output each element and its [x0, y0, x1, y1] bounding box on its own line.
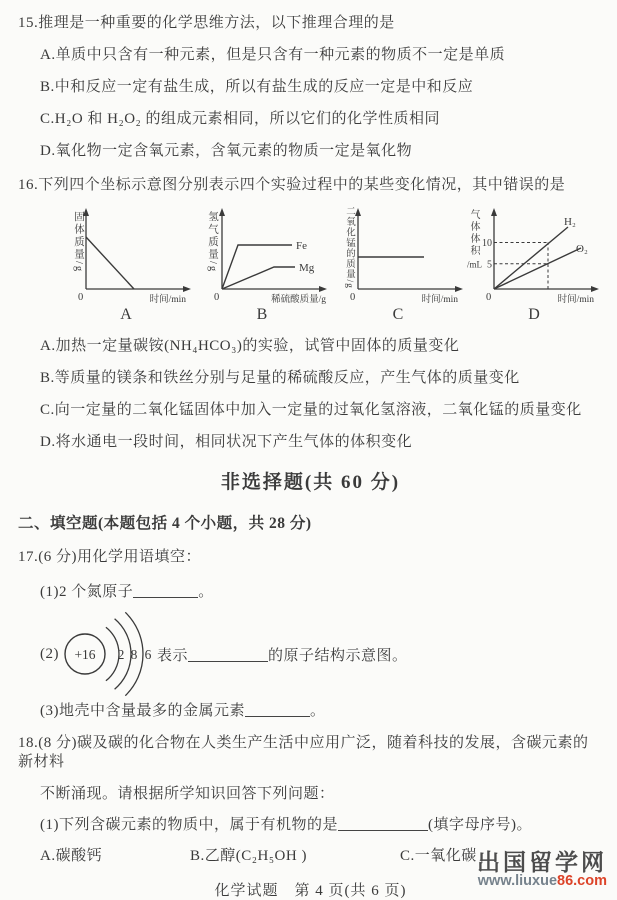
q18-part1-blank: [338, 816, 428, 831]
origin-label: 0: [486, 292, 492, 303]
tick-5: 5: [487, 259, 492, 271]
x-axis-arrow: [455, 286, 463, 292]
shell-1-count: 2: [117, 647, 125, 662]
watermark: [477, 850, 607, 889]
atom-structure-diagram: [59, 608, 157, 700]
q18-part1-suffix: (填字母序号)。: [428, 817, 532, 833]
q17-part1: [40, 583, 603, 602]
q17-part2-suffix: 的原子结构示意图。: [268, 647, 408, 664]
question-15: [18, 14, 603, 161]
q18-option-b: B.乙醇(C₂H₅OH ): [190, 848, 307, 864]
question-16: [18, 176, 603, 452]
h2-line: [494, 227, 568, 289]
tick-10: 10: [482, 238, 492, 249]
shell-3-count: 6: [144, 647, 152, 662]
origin-label: 0: [78, 292, 84, 303]
graph-d-xlabel: 时间/min: [557, 295, 594, 305]
q17-part3-period: 。: [310, 703, 326, 719]
question-18: [18, 734, 603, 866]
x-axis-arrow: [183, 286, 191, 292]
graph-a-ylabel: 固体质量/g: [73, 211, 84, 274]
q17-part1-period: 。: [198, 584, 214, 600]
q17-part2: [40, 608, 603, 700]
graph-a-xlabel: 时间/min: [149, 295, 186, 305]
q17-part2-mid: 表示: [157, 647, 189, 664]
q17-part3-blank: [245, 702, 310, 717]
y-axis-arrow: [491, 208, 497, 216]
h2-line-label: H₂: [564, 216, 576, 228]
nucleus-charge: +16: [74, 647, 96, 662]
q17-part2-label: (2): [40, 645, 59, 662]
x-axis-arrow: [591, 286, 599, 292]
graph-b-xlabel: 稀硫酸质量/g: [271, 295, 326, 305]
q17-part3: [40, 702, 603, 721]
q15-option-d: D.氧化物一定含氧元素，含氧元素的物质一定是氧化物: [40, 143, 413, 159]
q18-part1-text: (1)下列含碳元素的物质中，属于有机物的是: [40, 817, 338, 833]
q18-option-c: C.一氧化碳: [400, 848, 477, 864]
q16-graphs: [58, 205, 603, 324]
graph-d-caption: D: [528, 306, 540, 323]
graph-d: [466, 205, 602, 324]
graph-b: [194, 205, 330, 324]
q15-stem: 15.推理是一种重要的化学思维方法，以下推理合理的是: [18, 15, 395, 31]
y-axis-arrow: [355, 208, 361, 216]
q17-part3-text: (3)地壳中含量最多的金属元素: [40, 703, 245, 719]
footer-page-label: 化学试题 第 4 页(共 6 页): [214, 883, 407, 899]
q15-option-a: A.单质中只含有一种元素，但是只含有一种元素的物质不一定是单质: [40, 47, 506, 63]
mg-line-label: Mg: [299, 262, 315, 274]
o2-line: [494, 248, 581, 289]
graph-d-plot: [466, 205, 602, 305]
q16-stem: 16.下列四个坐标示意图分别表示四个实验过程中的某些变化情况，其中错误的是: [18, 177, 566, 193]
graph-a: [58, 205, 194, 324]
section-title: 非选择题(共 60 分): [220, 472, 401, 493]
q15-option-b: B.中和反应一定有盐生成，所以有盐生成的反应一定是中和反应: [40, 79, 474, 95]
watermark-url-prefix: www.liuxue: [477, 872, 558, 889]
y-unit-label: /mL: [467, 259, 482, 270]
q18-stem-line2: 不断涌现。请根据所学知识回答下列问题：: [40, 786, 335, 802]
o2-line-label: O₂: [576, 243, 588, 255]
graph-c-caption: C: [392, 306, 404, 323]
question-17: [18, 548, 603, 721]
graph-d-ylabel: 气体体积: [468, 209, 479, 257]
q16-option-a: A.加热一定量碳铵(NH₄HCO₃)的实验，试管中固体的质量变化: [40, 338, 460, 354]
watermark-site-name: 出国留学网: [477, 848, 607, 875]
q15-option-c: C.H₂O 和 H₂O₂ 的组成元素相同，所以它们的化学性质相同: [40, 111, 441, 127]
q17-stem: 17.(6 分)用化学用语填空：: [18, 549, 201, 565]
graph-a-caption: A: [120, 306, 132, 323]
watermark-url-suffix: .com: [573, 872, 607, 889]
watermark-url-number: 86: [557, 872, 574, 889]
graph-b-caption: B: [256, 306, 268, 323]
q18-stem-line1: 18.(8 分)碳及碳的化合物在人类生产生活中应用广泛，随着科技的发展，含碳元素的新材料: [18, 735, 589, 770]
q17-part1-blank: [133, 583, 198, 598]
q17-part2-blank: [188, 647, 268, 662]
y-axis-arrow: [219, 208, 225, 216]
q18-option-a: A.碳酸钙: [40, 848, 103, 864]
q16-option-d: D.将水通电一段时间，相同状况下产生气体的体积变化: [40, 434, 413, 450]
origin-label: 0: [350, 292, 356, 303]
origin-label: 0: [214, 292, 220, 303]
shell-2-count: 8: [130, 647, 138, 662]
subsection-title: 二、填空题(本题包括 4 个小题，共 28 分): [18, 515, 312, 532]
fe-line-label: Fe: [296, 240, 307, 252]
solid-mass-line: [86, 237, 134, 289]
graph-b-ylabel: 氢气质量/g: [207, 211, 218, 274]
x-axis-arrow: [319, 286, 327, 292]
graph-c-ylabel: 二氧化锰的质量/g: [344, 206, 354, 289]
mg-line: [222, 267, 295, 289]
watermark-site-url: [477, 874, 607, 889]
q17-part1-text: (1)2 个氮原子: [40, 584, 134, 600]
graph-c: [330, 205, 466, 324]
q16-option-c: C.向一定量的二氧化锰固体中加入一定量的过氧化氢溶液，二氧化锰的质量变化: [40, 402, 582, 418]
graph-c-xlabel: 时间/min: [421, 295, 458, 305]
q16-option-b: B.等质量的镁条和铁丝分别与足量的稀硫酸反应，产生气体的质量变化: [40, 370, 520, 386]
q18-part1: [40, 816, 603, 835]
